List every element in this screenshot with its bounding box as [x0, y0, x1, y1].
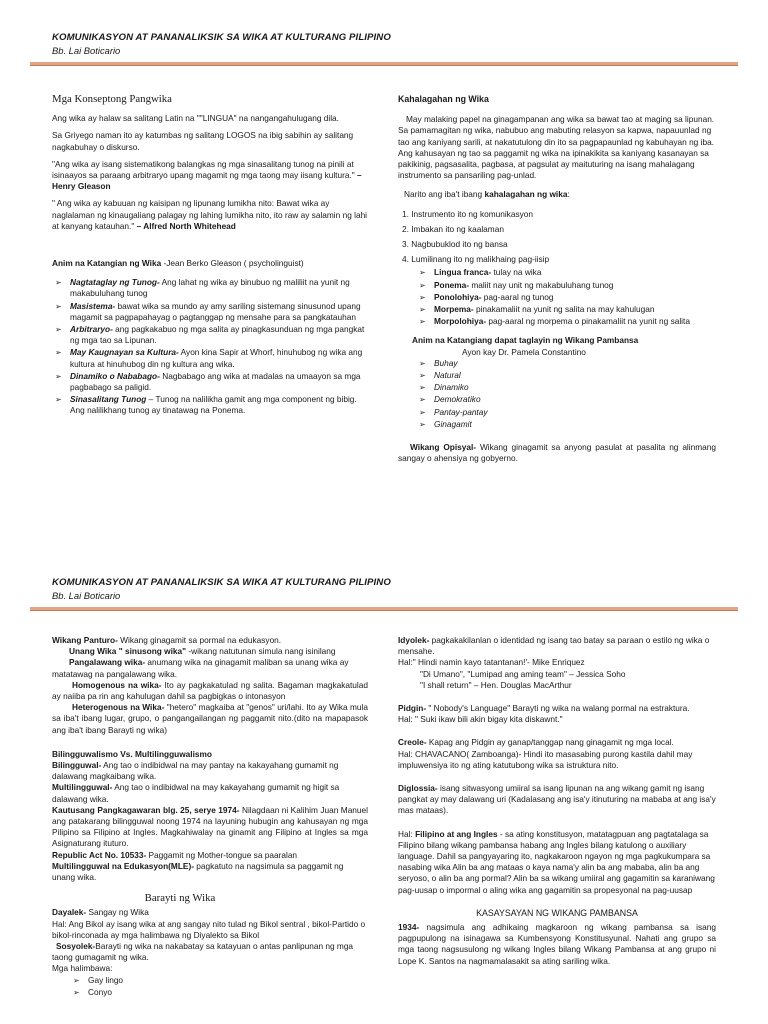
heterogenous-line: Heterogenous na Wika- "hetero" magkaiba at "genos" uri/lahi. Ito ay Wika mula sa iba't ibang lugar, grupo, o pangangailangan ng paggamit nito.(dito na mapapasok ang iba't ibang Barayti ng wika): [52, 702, 368, 735]
page-gap: [0, 512, 768, 570]
filipino-ingles-line: Hal: Filipino at ang Ingles - sa ating konstitusyon, matatagpuan ang pagtatalaga sa Filipino bilang wikang pambansa habang ang Ingles bilang katulong o auxiliary language. Dahil sa pangyayaring ito, nagkakaroon ngayon ng mga pagkukumpara sa nasabing wika Alin ba ang mataas o kaya nama'y alin ba ang mababa, alin ba ang seryoso, o alin ba ang pormal? Alin ba sa wikang umiiral ang gagamitin sa karaniwang pag-uusap o impormal o aling wika ang gagamitin sa propesyonal na pag-uusap: [398, 828, 715, 895]
term-item: ➢ Lingua franca- tulay na wika: [419, 267, 542, 278]
narito-line: Narito ang iba't ibang kahalagahan ng wika:: [404, 189, 570, 200]
section-heading-pambansa: Anim na Katangiang dapat taglayin ng Wikang Pambansa: [412, 335, 639, 346]
section-heading-bilingguwalismo: Bilingguwalismo Vs. Multilingguwalismo: [52, 748, 212, 759]
pambansa-item: ➢ Ginagamit: [419, 418, 472, 429]
header-title: KOMUNIKASYON AT PANANALIKSIK SA WIKA AT KULTURANG PILIPINO: [52, 577, 391, 588]
halimbawa-label: Mga halimbawa:: [52, 963, 113, 974]
document-page-2: [0, 570, 768, 1024]
katangian-item: ➢ May Kaugnayan sa Kultura- Ayon kina Sapir at Whorf, hinuhubog ng wika ang kultura at hinuhubog din ng kultura ang wika.: [55, 347, 363, 369]
year-1934-line: 1934- nagsimula ang adhikaing magkaroon ng wikang pambansa sa isang pagpupulong na isinagawa sa Kumbensyong Konstitusyunal. Nahati ang grupo sa mga taong nagsusulong ng wikang Ingles bilang Wikang Pambansa at ang grupo ni Lope K. Santos na nagmamalasakit sa ating sariling wika.: [398, 922, 716, 966]
term-item: ➢ Ponema- maliit nay unit ng makabuluhang tunog: [419, 279, 614, 290]
header-rule: [30, 607, 738, 611]
pambansa-list: [398, 358, 716, 430]
arrow-bullet-icon: ➢: [419, 280, 426, 290]
mle-line: Multilingguwal na Edukasyon(MLE)- pagkatuto na nagsimula sa paggamit ng unang wika.: [52, 860, 344, 883]
quote-gleason: "Ang wika ay isang sistematikong balangkas ng mga sinasalitang tunog na pinili at isinaayos sa paraang arbitraryo upang magamit ng mga taong may iisang kultura." – Henry Gleason: [52, 158, 362, 192]
pambansa-source: Ayon kay Dr. Pamela Constantino: [462, 346, 586, 357]
header-rule: [30, 62, 738, 66]
arrow-bullet-icon: ➢: [419, 358, 426, 368]
kahalagahan-item: 4. Lumilinang ito ng malikhaing pag-iisip: [402, 254, 550, 265]
sosyolek-item: ➢ Gay lingo: [73, 974, 124, 985]
arrow-bullet-icon: ➢: [419, 407, 426, 417]
multilingguwal-line: Multilingguwal- Ang tao o indibidwal na may kakayahang gumamit ng higit sa dalawang wika.: [52, 782, 340, 804]
term-item: ➢ Ponolohiya- pag-aaral ng tunog: [419, 291, 554, 302]
dayalek-line: Dayalek- Sangay ng Wika: [52, 907, 149, 918]
arrow-bullet-icon: ➢: [419, 419, 426, 429]
arrow-bullet-icon: ➢: [55, 371, 62, 381]
arrow-bullet-icon: ➢: [419, 371, 426, 381]
republic-act-line: Republic Act No. 10533- Paggamit ng Mother-tongue sa paaralan: [52, 849, 298, 860]
section-heading-kasaysayan: KASAYSAYAN NG WIKANG PAMBANSA: [476, 907, 638, 918]
arrow-bullet-icon: ➢: [55, 278, 62, 288]
diglossia-line: Diglossia- isang sitwasyong umiiral sa isang lipunan na ang wikang gamit ng isang pangkat ay may dalawang uri (Kadalasang ang isa'y itinuturing na mababa at ang isa'y mas mataas).: [398, 783, 716, 816]
kautusan-line: Kautusang Pangkagawaran blg. 25, serye 1974- Nilagdaan ni Kalihim Juan Manuel ang patakarang bilingguwal noong 1974 na layuning hubugin ang kahusayan ng mga Pilipino sa Filipino at Ingles. Magkahiwalay na ginamit ang Filipino at Ingles sa mga Asignaturang ituturo.: [52, 804, 368, 849]
arrow-bullet-icon: ➢: [73, 987, 80, 997]
paragraph-kahalagahan: May malaking papel na ginagampanan ang wika sa bawat tao at maging sa lipunan. Sa pamamagitan ng wika, nabubuo ang mabuting relasyon sa kapwa, napauunlad ng tao ang kaniyang sarili, at nakatutulong din ito sa pagpapaunlad ng kabuhayan ng iba. Ang kahusayan ng tao sa paggamit ng wika na ipinakikita sa kaniyang kasanayan sa pakikinig, pagsasalita, pagbasa, at pagsulat ay maituturing na isang mahalagang instrumento sa pansariling pag-unlad.: [398, 114, 715, 181]
idyolek-example-3: "I shall return" – Hen. Douglas MacArthur: [420, 679, 572, 690]
idyolek-example-1: Hal:" Hindi namin kayo tatantanan!'- Mike Enriquez: [398, 657, 585, 668]
katangian-item: ➢ Arbitraryo- ang pagkakabuo ng mga salita ay pinagkasunduan ng mga pangkat ng mga tao sa Lipunan.: [55, 324, 365, 346]
arrow-bullet-icon: ➢: [55, 348, 62, 358]
quote-whitehead: " Ang wika ay kabuuan ng kaisipan ng lipunang lumikha nito: Bawat wika ay naglalaman ng kinaugaliang palagay ng lahing lumikha nito, ito raw ay salamin ng lahi at kanyang katauhan." – Alfred North Whitehead: [52, 198, 368, 231]
term-item: ➢ Morpema- pinakamaliit na yunit ng salita na may kahulugan: [419, 304, 655, 315]
katangian-item: ➢ Nagtataglay ng Tunog- Ang lahat ng wika ay binubuo ng maliliit na yunit ng makabuluhang tunog: [55, 277, 350, 299]
pambansa-item: ➢ Buhay: [419, 357, 458, 368]
opisyal-paragraph: Wikang Opisyal- Wikang ginagamit sa anyong pasulat at pasalita ng alinmang sangay o ahensiya ng gobyerno.: [398, 442, 716, 464]
p1-left-column: [52, 94, 368, 418]
paragraph: Sa Griyego naman ito ay katumbas ng salitang LOGOS na ibig sabihin ay salitang nagkabuhay o diskurso.: [52, 130, 354, 152]
creole-line: Creole- Kapag ang Pidgin ay ganap/tanggap nang ginagamit ng mga local.: [398, 737, 674, 748]
kahalagahan-item: 2. Imbakan ito ng kaalaman: [402, 223, 504, 234]
pambansa-item: ➢ Pantay-pantay: [419, 406, 488, 417]
paragraph: Ang wika ay halaw sa salitang Latin na ""LINGUA" na nangangahulugang dila.: [52, 113, 339, 124]
p2-right-column: [398, 635, 716, 967]
katangian-item: ➢ Masistema- bawat wika sa mundo ay amy sariling sistemang sinusunod upang magamit sa pagpapahayag o pagtanggap ng mensahe para sa pangkatauhan: [55, 300, 361, 322]
section-heading-barayti: Barayti ng Wika: [144, 892, 216, 905]
panturo-line: Wikang Panturo- Wikang ginagamit sa pormal na edukasyon.: [52, 635, 282, 645]
pidgin-example: Hal: " Suki ikaw bili akin bigay kita diskawnt.": [398, 714, 563, 725]
header-author: Bb. Lai Boticario: [52, 590, 121, 601]
term-list: [398, 267, 716, 327]
katangian-list: [52, 277, 368, 416]
bilingguwal-line: Bilingguwal- Ang tao o indibidwal na may pantay na kakayahang gumamit ng dalawang magkaibang wika.: [52, 760, 339, 782]
pambansa-item: ➢ Dinamiko: [419, 382, 469, 393]
homogenous-line: Homogenous na wika- Ito ay pagkakatulad ng salita. Bagaman magkakatulad ay naiiba pa rin ang kahulugan dahil sa pagbigkas o intonasyon: [52, 679, 368, 702]
kahalagahan-item: 3. Nagbubuklod ito ng bansa: [402, 239, 508, 250]
p1-right-column: [398, 94, 716, 470]
arrow-bullet-icon: ➢: [419, 395, 426, 405]
kahalagahan-item: 1. Instrumento ito ng komunikasyon: [402, 208, 533, 219]
katangian-item: ➢ Dinamiko o Nababago- Nagbabago ang wika at madalas na umaayon sa mga pagbabago sa paligid.: [55, 370, 361, 393]
pangalawang-wika-line: Pangalawang wika- anumang wika na ginagamit maliban sa unang wika ay matatawag na pangalawang wika.: [52, 657, 349, 679]
pambansa-item: ➢ Natural: [419, 370, 461, 381]
sosyolek-list: [52, 975, 368, 998]
section-heading-kahalagahan: Kahalagahan ng Wika: [398, 94, 489, 104]
arrow-bullet-icon: ➢: [419, 305, 426, 315]
arrow-bullet-icon: ➢: [55, 325, 62, 335]
section-heading-konsepto: Mga Konseptong Pangwika: [52, 93, 172, 105]
arrow-bullet-icon: ➢: [419, 383, 426, 393]
arrow-bullet-icon: ➢: [419, 292, 426, 302]
section-heading-katangian: Anim na Katangian ng Wika -Jean Berko Gleason ( psycholinguist): [52, 258, 304, 269]
katangian-item: ➢ Sinasalitang Tunog – Tunog na nalilikha gamit ang mga component ng bibig. Ang nalilikhang tunog ay tinatawag na Ponema.: [55, 394, 357, 416]
arrow-bullet-icon: ➢: [419, 317, 426, 327]
dayalek-example: Hal: Ang Bikol ay isang wika at ang sangay nito tulad ng Bikol sentral , bikol-Partido o bikol-rinconada ay mga halimbawa ng Diyalekto sa Bikol: [52, 918, 366, 940]
creole-example: Hal: CHAVACANO( Zamboanga)- Hindi ito masasabing purong kastila dahil may impluwensiya ito ng ating katutubong wika sa istruktura nito.: [398, 748, 693, 770]
term-item: ➢ Morpolohiya- pag-aaral ng morpema o pinakamaliit na yunit ng salita: [419, 316, 690, 327]
arrow-bullet-icon: ➢: [55, 395, 62, 405]
pidgin-line: Pidgin- " Nobody's Language" Barayti ng wika na walang pormal na estraktura.: [398, 703, 690, 714]
sosyolek-line: Sosyolek-Barayti ng wika na nakabatay sa katayuan o antas panlipunan ng mga taong gumagamit ng wika.: [52, 941, 354, 963]
pambansa-item: ➢ Demokratiko: [419, 394, 481, 405]
arrow-bullet-icon: ➢: [419, 268, 426, 278]
unang-wika-line: Unang Wika " sinusong wika" -wikang natutunan simula nang isinilang: [69, 646, 336, 657]
arrow-bullet-icon: ➢: [73, 975, 80, 985]
p2-left-column: [52, 635, 368, 999]
idyolek-example-2: "Di Umano", "Lumipad ang aming team" – Jessica Soho: [420, 668, 626, 679]
idyolek-line: Idyolek- pagkakakilanlan o identidad ng isang tao batay sa paraan o estilo ng wika o mensahe.: [398, 635, 710, 657]
kahalagahan-list: [398, 209, 716, 266]
sosyolek-item: ➢ Conyo: [73, 986, 112, 997]
arrow-bullet-icon: ➢: [55, 301, 62, 311]
header-author: Bb. Lai Boticario: [52, 45, 121, 56]
header-title: KOMUNIKASYON AT PANANALIKSIK SA WIKA AT KULTURANG PILIPINO: [52, 32, 391, 43]
